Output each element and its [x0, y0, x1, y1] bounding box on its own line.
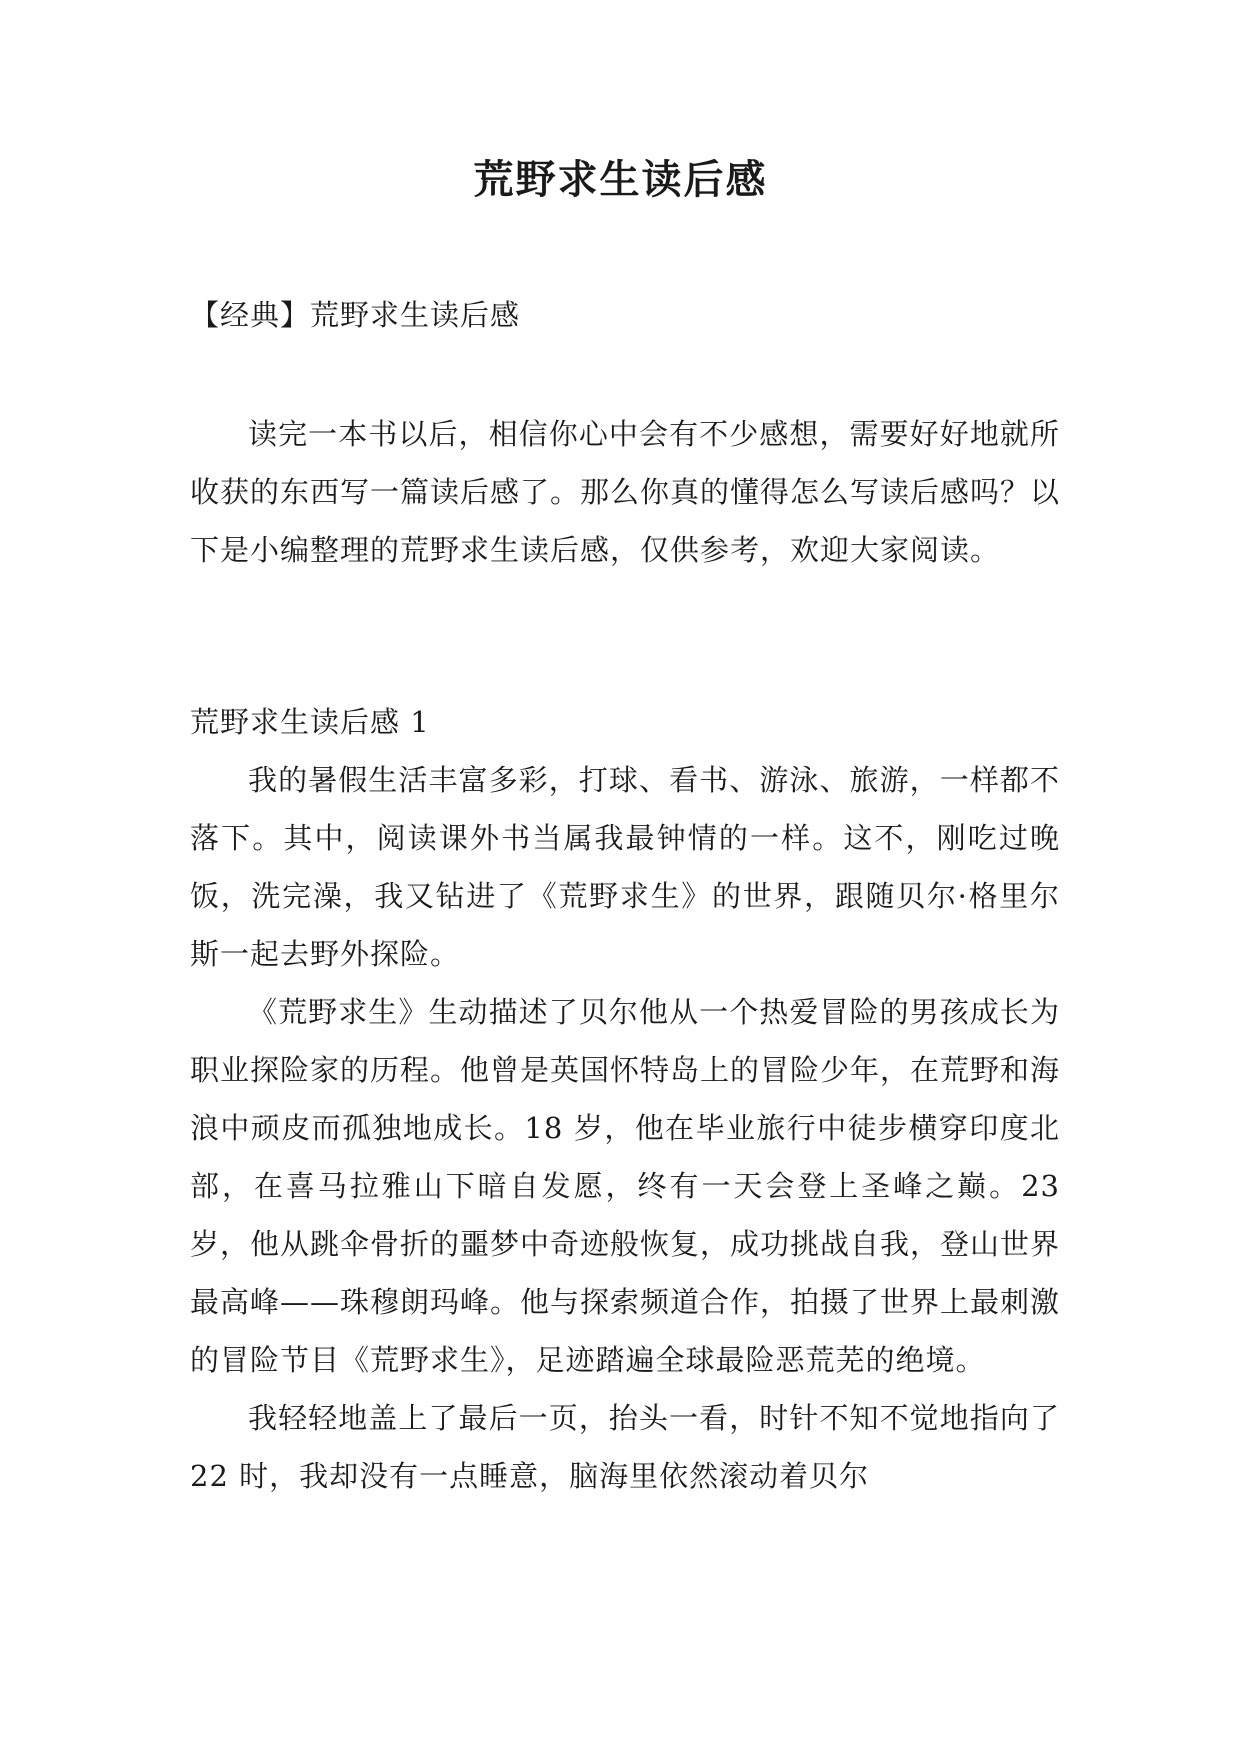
section-heading: 荒野求生读后感 1	[190, 705, 430, 739]
section-block	[190, 693, 1060, 1505]
document-subtitle: 【经典】荒野求生读后感	[190, 298, 521, 332]
body-paragraph-3: 我轻轻地盖上了最后一页，抬头一看，时针不知不觉地指向了 22 时，我却没有一点睡意，脑海里依然滚动着贝尔	[190, 1401, 1060, 1493]
intro-paragraph: 读完一本书以后，相信你心中会有不少感想，需要好好地就所收获的东西写一篇读后感了。那么你真的懂得怎么写读后感吗？以下是小编整理的荒野求生读后感，仅供参考，欢迎大家阅读。	[190, 417, 1061, 567]
document-title: 荒野求生读后感	[473, 156, 768, 203]
body-paragraph-1: 我的暑假生活丰富多彩，打球、看书、游泳、旅游，一样都不落下。其中，阅读课外书当属我最钟情的一样。这不，刚吃过晚饭，洗完澡，我又钻进了《荒野求生》的世界，跟随贝尔·格里尔斯一起去野外探险。	[190, 763, 1060, 971]
intro-block	[190, 405, 1060, 579]
body-paragraph-2: 《荒野求生》生动描述了贝尔他从一个热爱冒险的男孩成长为职业探险家的历程。他曾是英国怀特岛上的冒险少年，在荒野和海浪中顽皮而孤独地成长。18 岁，他在毕业旅行中徒步横穿印度北部，在喜马拉雅山下暗自发愿，终有一天会登上圣峰之巅。23 岁，他从跳伞骨折的噩梦中奇迹般恢复，成功挑战自我，登山世界最高峰——珠穆朗玛峰。他与探索频道合作，拍摄了世界上最刺激的冒险节目《荒野求生》，足迹踏遍全球最险恶荒芜的绝境。	[190, 995, 1061, 1377]
